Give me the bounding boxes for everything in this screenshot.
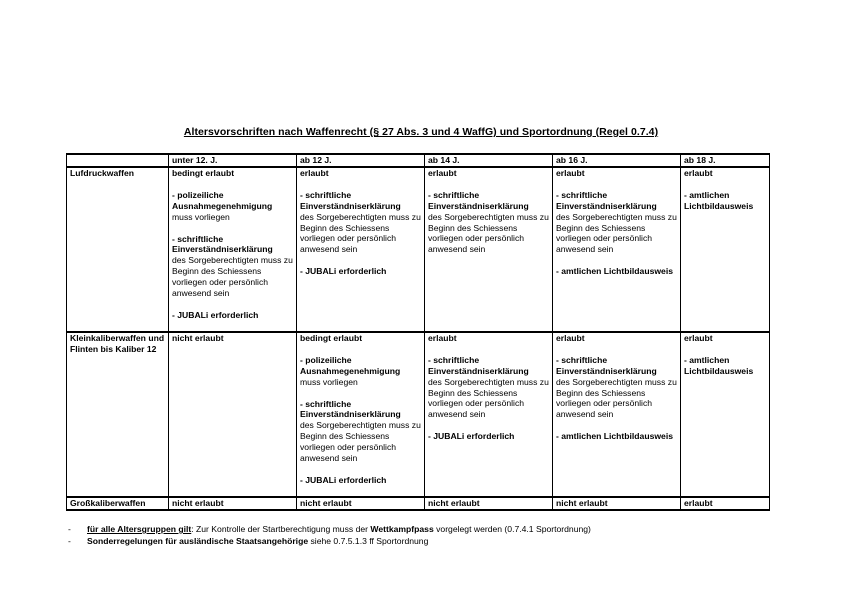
table-cell [553,167,681,332]
cell-status: erlaubt [684,497,713,508]
cell-requirement: - amtlichen Lichtbildausweis [684,354,754,376]
cell-detail: des Sorgeberechtigten muss zu Beginn des Schiessens vorliegen oder persönlich anwesend sein [300,420,421,464]
cell-requirement: - amtlichen Lichtbildausweis [684,189,754,211]
table-cell [681,497,770,510]
footnote-item [68,536,591,548]
cell-requirement: - schriftliche Einverständniserklärung [172,233,273,255]
table-row [67,167,770,332]
cell-detail: des Sorgeberechtigten muss zu Beginn des Schiessens vorliegen oder persönlich anwesend sein [428,376,549,420]
footnotes [68,524,591,547]
header-cell: ab 14 J. [425,154,553,167]
footnote-dash: - [68,535,71,546]
cell-requirement: - schriftliche Einverständniserklärung [556,354,657,376]
cell-status: nicht erlaubt [172,497,224,508]
table-header-row [67,154,770,167]
cell-requirement: - schriftliche Einverständniserklärung [300,398,401,420]
cell-requirement: - schriftliche Einverständniserklärung [556,189,657,211]
cell-status: erlaubt [556,167,585,178]
cell-detail: des Sorgeberechtigten muss zu Beginn des Schiessens vorliegen oder persönlich anwesend sein [172,255,293,299]
cell-status: erlaubt [428,167,457,178]
header-cell: ab 16 J. [553,154,681,167]
cell-status: nicht erlaubt [556,497,608,508]
header-cell [67,154,169,167]
cell-detail: muss vorliegen [172,211,230,222]
cell-status: bedingt erlaubt [172,167,235,178]
table-cell [681,167,770,332]
cell-requirement: - JUBALi erforderlich [428,431,515,442]
cell-requirement: - schriftliche Einverständniserklärung [428,189,529,211]
cell-status: erlaubt [556,332,585,343]
footnote-text: siehe 0.7.5.1.3 ff Sportordnung [308,535,429,546]
cell-requirement: - polizeiliche Ausnahmegenehmigung [172,189,273,211]
cell-detail: des Sorgeberechtigten muss zu Beginn des Schiessens vorliegen oder persönlich anwesend sein [556,211,677,255]
cell-status: nicht erlaubt [428,497,480,508]
cell-requirement: - JUBALi erforderlich [172,309,259,320]
cell-status: bedingt erlaubt [300,332,363,343]
table-cell [297,497,425,510]
cell-status: nicht erlaubt [300,497,352,508]
footnote-bold: Wettkampfpass [370,524,434,534]
table-row [67,332,770,497]
table-cell [297,167,425,332]
cell-detail: des Sorgeberechtigten muss zu Beginn des Schiessens vorliegen oder persönlich anwesend sein [428,211,549,255]
cell-requirement: - JUBALi erforderlich [300,266,387,277]
footnote-text: : Zur Kontrolle der Startberechtigung muss der [191,524,371,534]
table-cell [681,332,770,497]
row-category: Kleinkaliberwaffen und Flinten bis Kaliber 12 [67,332,169,497]
table-cell [169,167,297,332]
cell-detail: des Sorgeberechtigten muss zu Beginn des Schiessens vorliegen oder persönlich anwesend sein [300,211,421,255]
table-cell [297,332,425,497]
cell-detail: muss vorliegen [300,376,358,387]
cell-requirement: - polizeiliche Ausnahmegenehmigung [300,354,401,376]
header-cell: ab 18 J. [681,154,770,167]
footnote-dash: - [68,524,71,534]
footnote-item [68,524,591,536]
footnote-lead: Sonderregelungen für ausländische Staatsangehörige [87,535,309,546]
header-cell: ab 12 J. [297,154,425,167]
table-cell [169,497,297,510]
header-cell: unter 12. J. [169,154,297,167]
page-title: Altersvorschriften nach Waffenrecht (§ 27 Abs. 3 und 4 WaffG) und Sportordnung (Regel 0.7.4) [183,126,659,138]
cell-requirement: - amtlichen Lichtbildausweis [556,266,673,277]
table-cell [553,332,681,497]
footnote-lead: für alle Altersgruppen gilt [87,524,192,534]
cell-requirement: - schriftliche Einverständniserklärung [300,189,401,211]
table-cell [553,497,681,510]
cell-detail: des Sorgeberechtigten muss zu Beginn des Schiessens vorliegen oder persönlich anwesend sein [556,376,677,420]
cell-status: erlaubt [300,167,329,178]
table-row [67,497,770,510]
cell-requirement: - amtlichen Lichtbildausweis [556,431,673,442]
cell-requirement: - JUBALi erforderlich [300,474,387,485]
table-cell [425,332,553,497]
age-rules-table [66,153,770,511]
cell-status: erlaubt [428,332,457,343]
cell-status: erlaubt [684,167,713,178]
cell-status: nicht erlaubt [172,332,224,343]
table-cell [425,167,553,332]
row-category: Lufdruckwaffen [67,167,169,332]
cell-status: erlaubt [684,332,713,343]
row-category: Großkaliberwaffen [67,497,169,510]
table-cell [169,332,297,497]
table-cell [425,497,553,510]
cell-requirement: - schriftliche Einverständniserklärung [428,354,529,376]
footnote-text: vorgelegt werden (0.7.4.1 Sportordnung) [433,524,591,534]
